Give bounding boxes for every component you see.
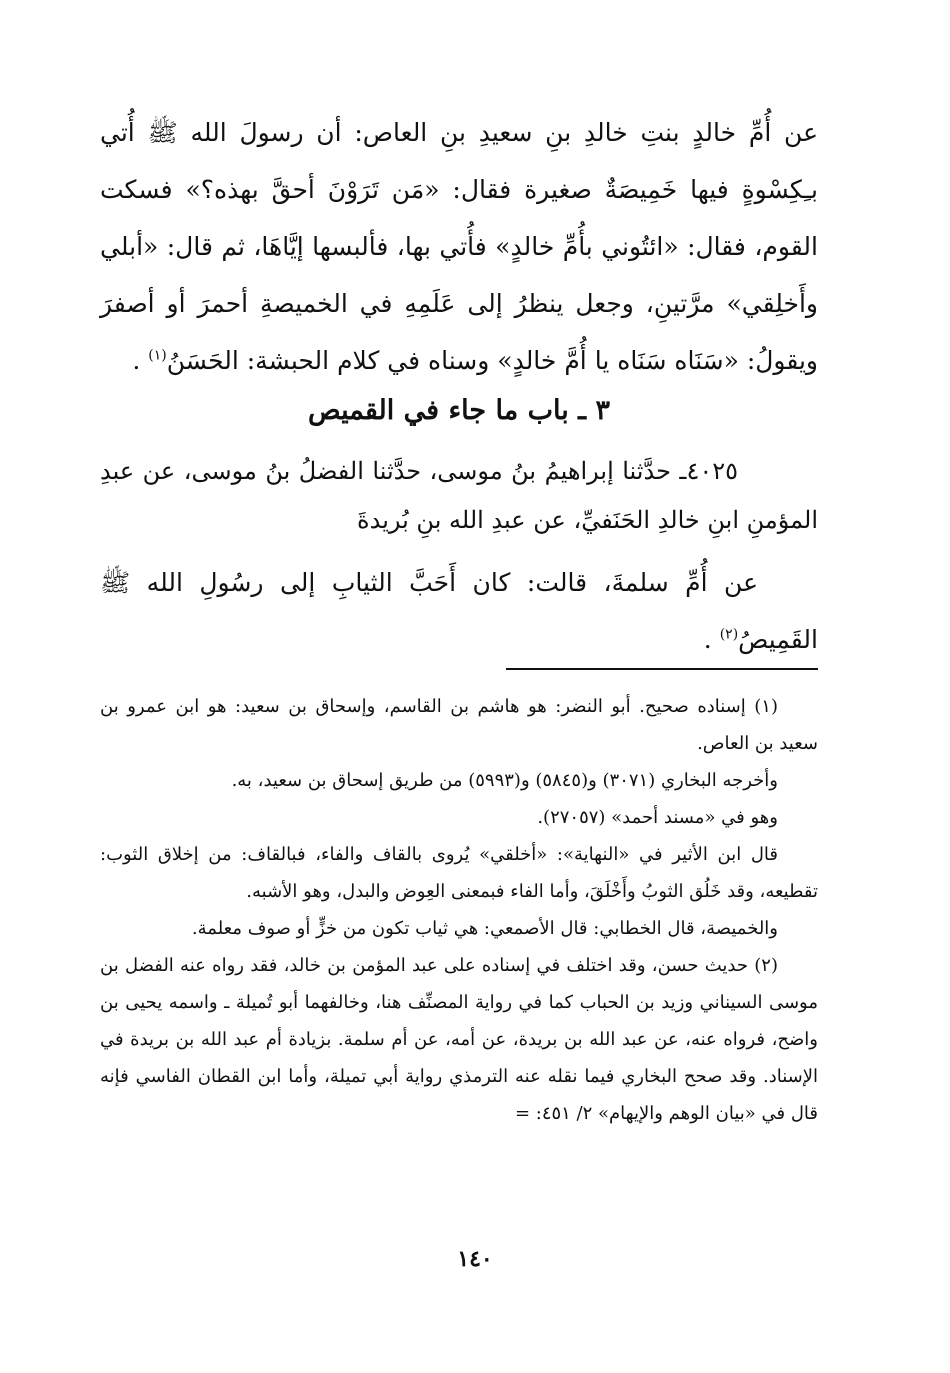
- hadith-matn: [100, 554, 818, 668]
- chapter-heading: ٣ ـ باب ما جاء في القميص: [308, 395, 610, 426]
- hadith-matn-end: .: [703, 625, 712, 654]
- hadith-isnad: ٤٠٢٥ـ حدَّثنا إبراهيمُ بنُ موسى، حدَّثنا الفضلُ بنُ موسى، عن عبدِ المؤمنِ ابنِ خالدِ الحَنَفيِّ، عن عبدِ الله بنِ بُريدةَ: [100, 457, 818, 534]
- footnote-line: والخميصة، قال الخطابي: قال الأصمعي: هي ثياب تكون من خزٍّ أو صوف معلمة.: [191, 918, 778, 939]
- footnote-marker-2: (٢): [719, 626, 739, 643]
- footnote-divider: [506, 668, 818, 670]
- hadith-text-end: .: [132, 346, 141, 375]
- page-number: ١٤٠: [457, 1246, 493, 1272]
- hadith-matn-text: عن أُمِّ سلمةَ، قالت: كان أَحَبَّ الثيابِ إلى رسُولِ الله ﷺ القَمِيصُ: [100, 568, 818, 654]
- footnote-marker-1: (١): [148, 347, 167, 364]
- footnotes: [100, 688, 818, 1132]
- hadith-text: عن أُمِّ خالدٍ بنتِ خالدِ بنِ سعيدِ بنِ العاص: أن رسولَ الله ﷺ أُتي بـِكِسْوةٍ فيها خَمِيصَةٌ صغيرة فقال: «مَن تَرَوْنَ أحقَّ بهذه؟» فسكت القوم، فقال: «ائتُوني بأُمِّ خالدٍ» فأُتي بها، فألبسها إيَّاهَا، ثم قال: «أبلي وأَخلِقي» مرَّتينِ، وجعل ينظرُ إلى عَلَمِهِ في الخميصةِ أحمرَ أو أصفرَ ويقولُ: «سَنَاه سَنَاه يا أُمَّ خالدٍ» وسناه في كلام الحبشة: الحَسَنُ: [100, 118, 818, 375]
- footnote-line: وأخرجه البخاري (٣٠٧١) و(٥٨٤٥) و(٥٩٩٣) من طريق إسحاق بن سعيد، به.: [231, 770, 778, 791]
- footnote-line: قال ابن الأثير في «النهاية»: «أخلقي» يُروى بالقاف والفاء، فبالقاف: من إخلاق الثوب: تقطيعه، وقد خَلُق الثوبُ وأَخْلَقَ، وأما الفاء فبمعنى العِوض والبدل، وهو الأشبه.: [100, 844, 818, 902]
- footnote-1: (١) إسناده صحيح. أبو النضر: هو هاشم بن القاسم، وإسحاق بن سعيد: هو ابن عمرو بن سعيد بن العاص.: [100, 696, 818, 754]
- hadith-paragraph: [100, 104, 818, 389]
- footnote-2: (٢) حديث حسن، وقد اختلف في إسناده على عبد المؤمن بن خالد، فقد رواه عنه الفضل بن موسى السيناني وزيد بن الحباب كما في رواية المصنِّف هنا، وخالفهما أبو تُميلة ـ واسمه يحيى بن واضح، فرواه عنه، عن عبد الله بن بريدة، عن أمه، عن أم سلمة. بزيادة أم عبد الله بن بريدة في الإسناد. وقد صحح البخاري فيما نقله عنه الترمذي رواية أبي تميلة، وأما ابن القطان الفاسي فإنه قال في «بيان الوهم والإيهام» ٢/ ٤٥١: =: [100, 955, 818, 1124]
- footnote-line: وهو في «مسند أحمد» (٢٧٠٥٧).: [537, 807, 778, 828]
